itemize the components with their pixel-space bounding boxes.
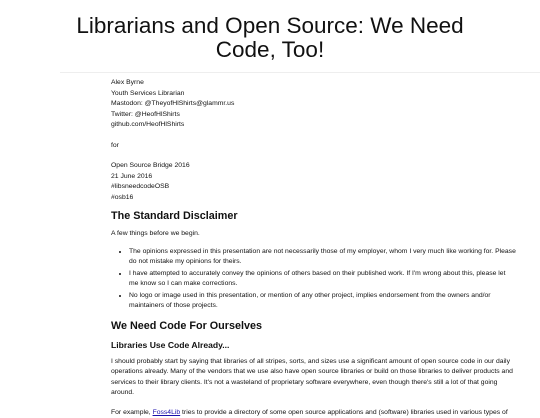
- section-heading-disclaimer: The Standard Disclaimer: [111, 209, 516, 223]
- list-item: • I have attempted to accurately convey the opinions of others based on their published work. If I'm wrong about this, please let me know so I can make corrections.: [129, 269, 516, 290]
- page-title: Librarians and Open Source: We Need Code, Too!: [60, 14, 480, 62]
- event-hashtag: #libsneedcodeOSB: [111, 182, 516, 193]
- event-date: 21 June 2016: [111, 172, 516, 183]
- section-heading-code: We Need Code For Ourselves: [111, 319, 516, 333]
- for-label: for: [111, 141, 516, 152]
- event-name: Open Source Bridge 2016: [111, 161, 516, 172]
- article-body: [111, 78, 516, 418]
- paragraph-foss4lib: [111, 408, 516, 418]
- subheading-libraries: Libraries Use Code Already...: [111, 339, 516, 351]
- author-block: [111, 78, 516, 131]
- list-item: • No logo or image used in this presentation, or mention of any other project, implies endorsement from the owners and/or maintainers of those projects.: [129, 291, 516, 312]
- disclaimer-list: [111, 247, 516, 312]
- author-github: github.com/HeofHlShirts: [111, 120, 516, 131]
- author-twitter: Twitter: @HeofHlShirts: [111, 110, 516, 121]
- foss4lib-link[interactable]: Foss4Lib: [153, 409, 181, 416]
- event-block: [111, 161, 516, 203]
- paragraph-prefix: For example,: [111, 409, 153, 416]
- author-role: Youth Services Librarian: [111, 89, 516, 100]
- paragraph-suffix: tries to provide a directory of some open source applications and (software) libraries used in various types of: [180, 409, 508, 416]
- event-hashtag-2: #osb16: [111, 193, 516, 204]
- paragraph: I should probably start by saying that libraries of all stripes, sorts, and sizes use a significant amount of open source code in our daily operations already. Many of the vendors that we use also have open source libraries or build on those libraries to deliver products and services to their library clients. It's not a wasteland of proprietary software everywhere, even though there's still a lot of that going around.: [111, 357, 516, 399]
- title-divider: [60, 72, 540, 73]
- author-mastodon: Mastodon: @TheyofHlShirts@glammr.us: [111, 99, 516, 110]
- list-item: • The opinions expressed in this presentation are not necessarily those of my employer, whom I very much like working for. Please do not mistake my opinions for theirs.: [129, 247, 516, 268]
- disclaimer-intro: A few things before we begin.: [111, 229, 516, 240]
- author-name: Alex Byrne: [111, 78, 516, 89]
